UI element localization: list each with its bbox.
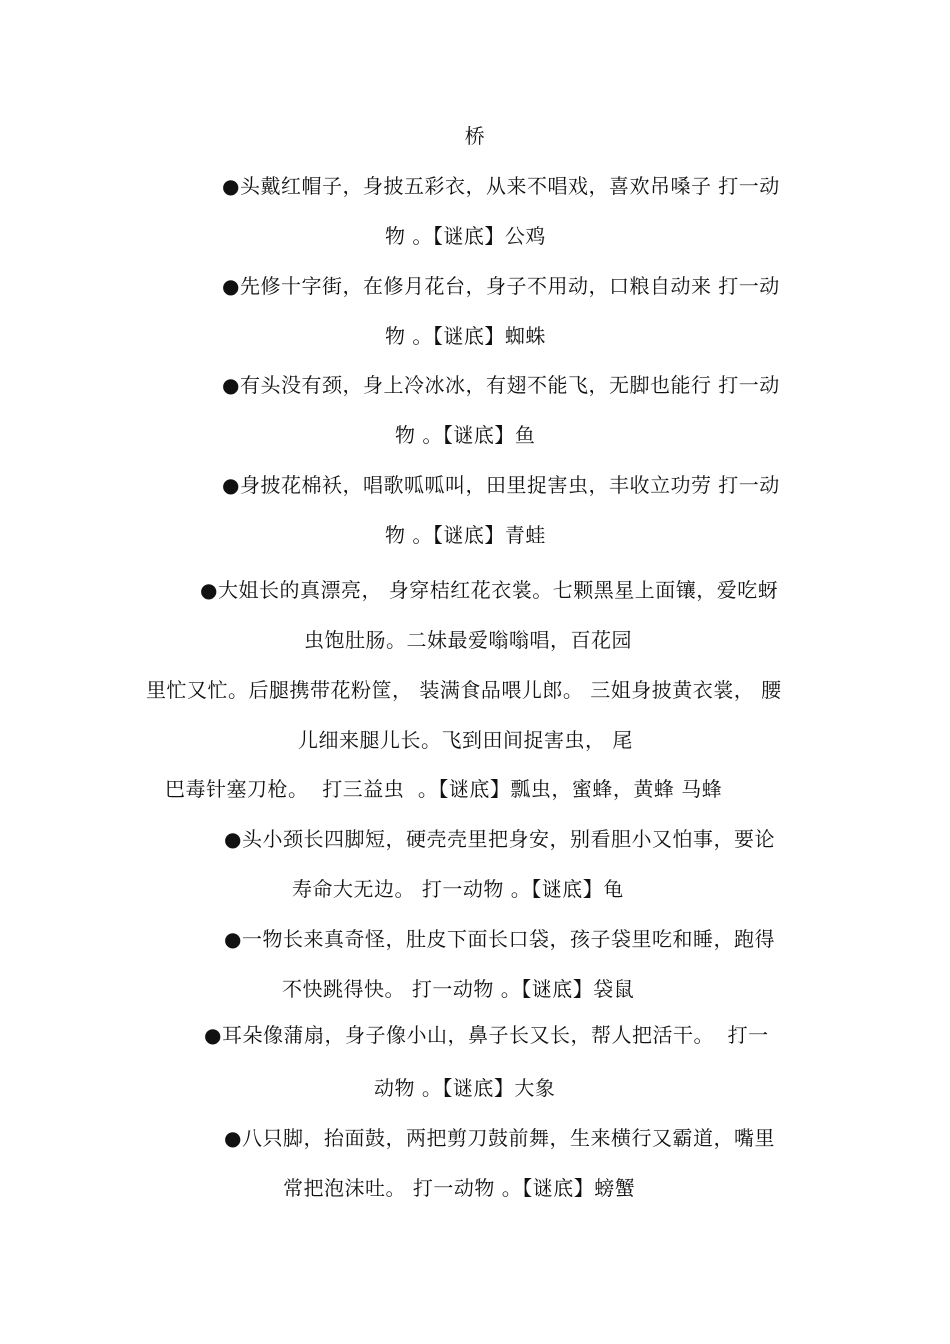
riddle-rooster-line-1: ●头戴红帽子，身披五彩衣，从来不唱戏，喜欢吊嗓子 打一动	[222, 174, 780, 198]
riddle-elephant-line-2: 动物 。【谜底】大象	[374, 1076, 556, 1100]
riddle-insects-line-1: ●大姐长的真漂亮， 身穿桔红花衣裳。七颗黑星上面镶，爱吃蚜	[200, 578, 779, 602]
riddle-crab-line-1: ●八只脚，抬面鼓，两把剪刀鼓前舞，生来横行又霸道，嘴里	[224, 1126, 775, 1150]
riddle-spider-line-1: ●先修十字街，在修月花台，身子不用动，口粮自动来 打一动	[222, 274, 780, 298]
riddle-elephant-line-1: ●耳朵像蒲扇，身子像小山，鼻子长又长，帮人把活干。 打一	[204, 1023, 769, 1047]
riddle-frog-line-2: 物 。【谜底】青蛙	[385, 523, 546, 547]
riddle-insects-line-5: 巴毒针塞刀枪。 打三益虫 。【谜底】瓢虫，蜜蜂，黄蜂 马蜂	[165, 777, 723, 801]
riddle-rooster-line-2: 物 。【谜底】公鸡	[385, 224, 546, 248]
riddle-insects-line-4: 儿细来腿儿长。飞到田间捉害虫， 尾	[298, 728, 633, 752]
riddle-spider-line-2: 物 。【谜底】蜘蛛	[385, 324, 546, 348]
riddle-insects-line-3: 里忙又忙。后腿携带花粉筐， 装满食品喂儿郎。 三姐身披黄衣裳， 腰	[146, 678, 782, 702]
riddle-fish-line-1: ●有头没有颈，身上冷冰冰，有翅不能飞，无脚也能行 打一动	[222, 373, 780, 397]
riddle-turtle-line-1: ●头小颈长四脚短，硬壳壳里把身安，别看胆小又怕事，要论	[224, 827, 775, 851]
riddle-insects-line-2: 虫饱肚肠。二妹最爱嗡嗡唱，百花园	[304, 628, 632, 652]
riddle-kangaroo-line-2: 不快跳得快。 打一动物 。【谜底】袋鼠	[282, 977, 635, 1001]
riddle-kangaroo-line-1: ●一物长来真奇怪，肚皮下面长口袋，孩子袋里吃和睡，跑得	[224, 927, 775, 951]
riddle-frog-line-1: ●身披花棉袄，唱歌呱呱叫，田里捉害虫，丰收立功劳 打一动	[222, 473, 780, 497]
riddle-crab-line-2: 常把泡沫吐。 打一动物 。【谜底】螃蟹	[283, 1176, 636, 1200]
riddle-turtle-line-2: 寿命大无边。 打一动物 。【谜底】龟	[292, 877, 624, 901]
riddle-fish-line-2: 物 。【谜底】鱼	[395, 423, 536, 447]
text-line-bridge: 桥	[464, 124, 486, 148]
